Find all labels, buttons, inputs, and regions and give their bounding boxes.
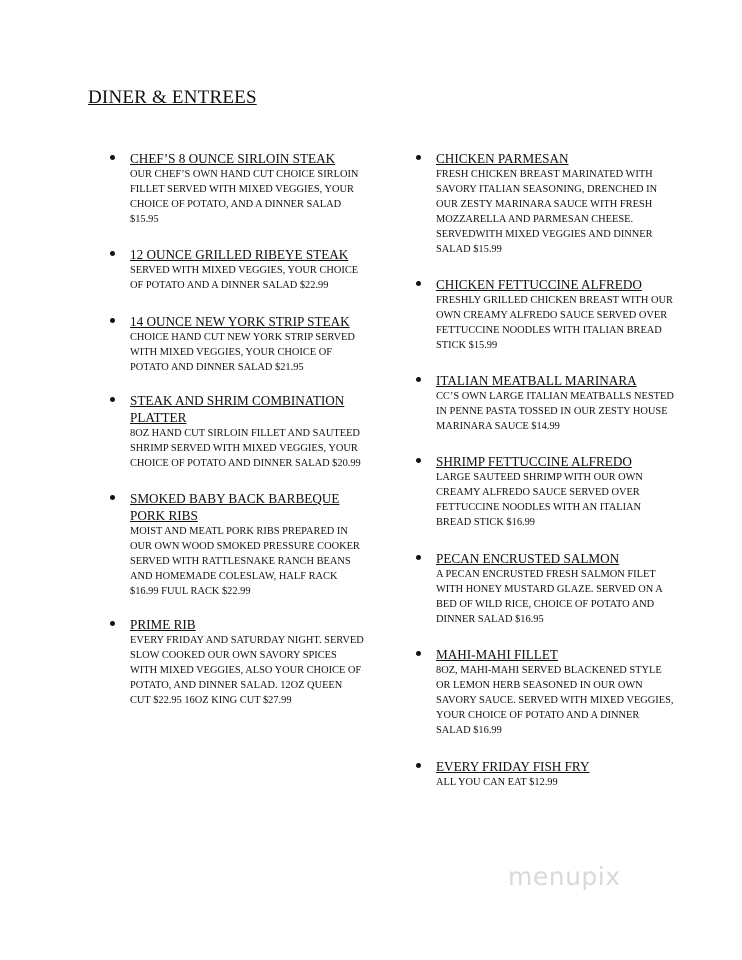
menu-item-description: A PECAN ENCRUSTED FRESH SALMON FILET WITH HONEY MUSTARD GLAZE. SERVED ON A BED OF WILD RICE, CHOICE OF POTATO AND DINNER SALAD $16.95 [436, 569, 663, 625]
bullet-icon [110, 397, 115, 402]
bullet-icon [110, 251, 115, 256]
menu-item-description: FRESHLY GRILLED CHICKEN BREAST WITH OUR OWN CREAMY ALFREDO SAUCE SERVED OVER FETTUCCINE NOODLES WITH ITALIAN BREAD STICK $15.99 [436, 295, 673, 351]
menu-item-name: CHICKEN PARMESAN [436, 151, 569, 166]
menu-item-name: 14 OUNCE NEW YORK STRIP STEAK [130, 314, 350, 329]
menu-item-description: 8OZ HAND CUT SIRLOIN FILLET AND SAUTEED SHRIMP SERVED WITH MIXED VEGGIES, YOUR CHOICE OF POTATO AND DINNER SALAD $20.99 [130, 428, 361, 469]
bullet-icon [110, 318, 115, 323]
menu-item-name: EVERY FRIDAY FISH FRY [436, 759, 590, 774]
bullet-icon [416, 458, 421, 463]
bullet-icon [416, 377, 421, 382]
menu-item [416, 276, 676, 353]
bullet-icon [416, 651, 421, 656]
menu-item-name: CHEF’S 8 OUNCE SIRLOIN STEAK [130, 151, 336, 166]
menu-item-name: CHICKEN FETTUCCINE ALFREDO [436, 277, 642, 292]
page-title: DINER & ENTREES [88, 87, 257, 108]
watermark-logo: menupix [508, 862, 621, 891]
menu-item-description: ALL YOU CAN EAT $12.99 [436, 777, 558, 788]
menu-item [110, 490, 365, 599]
menu-item-name: STEAK AND SHRIM COMBINATION PLATTER [130, 393, 345, 425]
menu-item-description: LARGE SAUTEED SHRIMP WITH OUR OWN CREAMY ALFREDO SAUCE SERVED OVER FETTUCCINE NOODLES WITH AN ITALIAN BREAD STICK $16.99 [436, 472, 643, 528]
bullet-icon [416, 555, 421, 560]
bullet-icon [416, 763, 421, 768]
bullet-icon [110, 155, 115, 160]
menu-item-name: SMOKED BABY BACK BARBEQUE PORK RIBS [130, 491, 340, 523]
menu-item-description: CC’S OWN LARGE ITALIAN MEATBALLS NESTED IN PENNE PASTA TOSSED IN OUR ZESTY HOUSE MARINARA SAUCE $14.99 [436, 391, 674, 432]
menu-item [416, 758, 676, 790]
menu-item [110, 150, 365, 227]
menu-item [416, 646, 676, 738]
menu-item [110, 392, 365, 471]
menu-item [110, 313, 365, 375]
bullet-icon [416, 281, 421, 286]
menu-item-name: ITALIAN MEATBALL MARINARA [436, 373, 637, 388]
menu-item [110, 616, 365, 708]
menu-item-name: PRIME RIB [130, 617, 196, 632]
menu-item-description: EVERY FRIDAY AND SATURDAY NIGHT. SERVED SLOW COOKED OUR OWN SAVORY SPICES WITH MIXED VEGGIES, ALSO YOUR CHOICE OF POTATO, AND DINNER SALAD. 12OZ QUEEN CUT $22.95 16OZ KING CUT $27.99 [130, 635, 364, 706]
menu-item-name: SHRIMP FETTUCCINE ALFREDO [436, 454, 632, 469]
menu-item-name: MAHI-MAHI FILLET [436, 647, 558, 662]
bullet-icon [110, 495, 115, 500]
menu-item-description: FRESH CHICKEN BREAST MARINATED WITH SAVORY ITALIAN SEASONING, DRENCHED IN OUR ZESTY MARINARA SAUCE WITH FRESH MOZZARELLA AND PARMESAN CHEESE. SERVEDWITH MIXED VEGGIES AND DINNER SALAD $15.99 [436, 169, 658, 255]
menu-item-description: 8OZ, MAHI-MAHI SERVED BLACKENED STYLE OR LEMON HERB SEASONED IN OUR OWN SAVORY SAUCE. SERVED WITH MIXED VEGGIES, YOUR CHOICE OF POTATO AND A DINNER SALAD $16.99 [436, 665, 674, 736]
menu-item [416, 150, 676, 257]
menu-item [416, 372, 676, 434]
menu-item-description: OUR CHEF’S OWN HAND CUT CHOICE SIRLOIN FILLET SERVED WITH MIXED VEGGIES, YOUR CHOICE OF POTATO, AND A DINNER SALAD $15.95 [130, 169, 359, 225]
bullet-icon [110, 621, 115, 626]
bullet-icon [416, 155, 421, 160]
menu-item [416, 550, 676, 627]
menu-item-description: SERVED WITH MIXED VEGGIES, YOUR CHOICE OF POTATO AND A DINNER SALAD $22.99 [130, 265, 359, 291]
menu-item-name: PECAN ENCRUSTED SALMON [436, 551, 620, 566]
menu-item-name: 12 OUNCE GRILLED RIBEYE STEAK [130, 247, 349, 262]
menu-item-description: CHOICE HAND CUT NEW YORK STRIP SERVED WITH MIXED VEGGIES, YOUR CHOICE OF POTATO AND DINNER SALAD $21.95 [130, 332, 355, 373]
menu-item [110, 246, 365, 293]
menu-column-left [110, 150, 365, 708]
menu-item [416, 453, 676, 530]
menu-item-description: MOIST AND MEATL PORK RIBS PREPARED IN OUR OWN WOOD SMOKED PRESSURE COOKER SERVED WITH RATTLESNAKE RANCH BEANS AND HOMEMADE COLESLAW, HALF RACK $16.99 FUUL RACK $22.99 [130, 526, 360, 597]
menu-column-right [416, 150, 676, 790]
